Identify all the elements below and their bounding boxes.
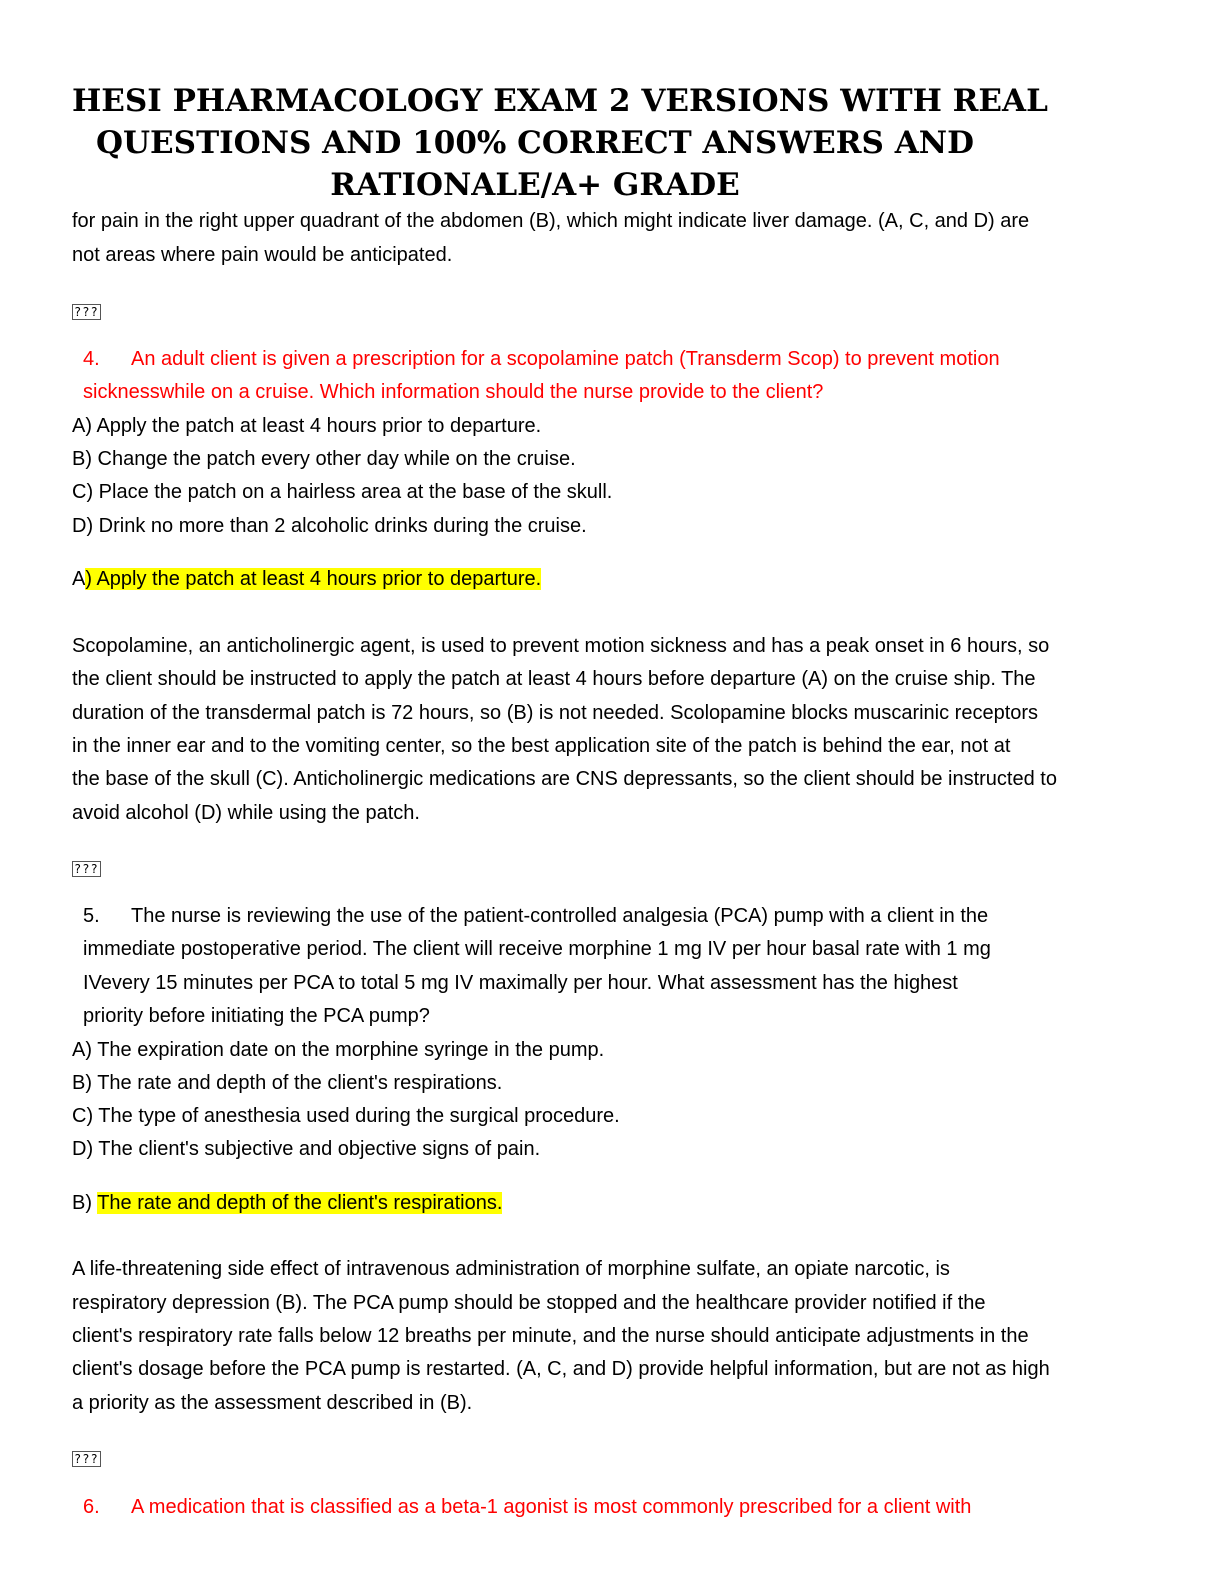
q4-answer xyxy=(72,568,541,591)
q5-rationale-line-2: respiratory depression (B). The PCA pump should be stopped and the healthcare provider notified if the xyxy=(72,1292,986,1314)
q5-answer xyxy=(72,1192,502,1215)
q4-option-c: C) Place the patch on a hairless area at the base of the skull. xyxy=(72,481,613,503)
q5-option-b: B) The rate and depth of the client's respirations. xyxy=(72,1072,503,1094)
q5-question-text-1: The nurse is reviewing the use of the patient-controlled analgesia (PCA) pump with a client in the xyxy=(131,905,989,927)
q5-option-c: C) The type of anesthesia used during the surgical procedure. xyxy=(72,1105,620,1127)
q5-rationale-line-1: A life-threatening side effect of intravenous administration of morphine sulfate, an opiate narcotic, is xyxy=(72,1258,950,1280)
q4-rationale-line-2: the client should be instructed to apply the patch at least 4 hours before departure (A) on the cruise ship. The xyxy=(72,668,1036,690)
document-title xyxy=(72,80,1052,206)
q6-number: 6. xyxy=(83,1496,100,1518)
q5-answer-letter: B) xyxy=(72,1192,98,1214)
q5-answer-highlight: The rate and depth of the client's respirations. xyxy=(97,1192,503,1214)
separator-2 xyxy=(72,856,102,879)
q4-rationale-line-5: the base of the skull (C). Anticholinergic medications are CNS depressants, so the client should be instructed to xyxy=(72,768,1057,790)
q5-question-line-2: immediate postoperative period. The client will receive morphine 1 mg IV per hour basal rate with 1 mg xyxy=(83,938,991,960)
q4-question-line-1 xyxy=(83,348,1000,371)
q4-option-d: D) Drink no more than 2 alcoholic drinks during the cruise. xyxy=(72,515,587,537)
intro-line-2: not areas where pain would be anticipated. xyxy=(72,244,453,266)
separator-3 xyxy=(72,1446,102,1469)
q5-rationale-line-5: a priority as the assessment described in (B). xyxy=(72,1392,473,1414)
q4-number: 4. xyxy=(83,348,100,370)
separator-1 xyxy=(72,299,102,322)
q4-question-text-1: An adult client is given a prescription for a scopolamine patch (Transderm Scop) to prevent motion xyxy=(131,348,1000,370)
title-line-1: HESI PHARMACOLOGY EXAM 2 VERSIONS WITH REAL xyxy=(72,83,1048,119)
q4-option-b: B) Change the patch every other day while on the cruise. xyxy=(72,448,576,470)
q4-rationale-line-1: Scopolamine, an anticholinergic agent, is used to prevent motion sickness and has a peak onset in 6 hours, so xyxy=(72,635,1050,657)
q5-option-d: D) The client's subjective and objective signs of pain. xyxy=(72,1138,541,1160)
q4-rationale-line-3: duration of the transdermal patch is 72 hours, so (B) is not needed. Scolopamine blocks muscarinic receptors xyxy=(72,702,1039,724)
q4-question-line-2: sicknesswhile on a cruise. Which information should the nurse provide to the client? xyxy=(83,381,824,403)
q4-answer-letter: A xyxy=(72,568,86,590)
q4-rationale-line-4: in the inner ear and to the vomiting center, so the best application site of the patch is behind the ear, not at xyxy=(72,735,1011,757)
intro-line-1: for pain in the right upper quadrant of the abdomen (B), which might indicate liver damage. (A, C, and D) are xyxy=(72,210,1030,232)
q5-question-line-1 xyxy=(83,905,988,928)
q5-question-line-3: IVevery 15 minutes per PCA to total 5 mg IV maximally per hour. What assessment has the highest xyxy=(83,972,958,994)
title-line-2: QUESTIONS AND 100% CORRECT ANSWERS AND xyxy=(96,125,974,161)
q5-number: 5. xyxy=(83,905,100,927)
q5-rationale-line-4: client's dosage before the PCA pump is restarted. (A, C, and D) provide helpful information, but are not as high xyxy=(72,1358,1050,1380)
q5-rationale-line-3: client's respiratory rate falls below 12 breaths per minute, and the nurse should anticipate adjustments in the xyxy=(72,1325,1029,1347)
q6-question-line-1 xyxy=(83,1496,971,1519)
title-line-3: RATIONALE/A+ GRADE xyxy=(330,167,740,203)
q4-answer-highlight: ) Apply the patch at least 4 hours prior to departure. xyxy=(85,568,542,590)
q5-question-line-4: priority before initiating the PCA pump? xyxy=(83,1005,430,1027)
q5-option-a: A) The expiration date on the morphine syringe in the pump. xyxy=(72,1039,605,1061)
q4-rationale-line-6: avoid alcohol (D) while using the patch. xyxy=(72,802,420,824)
separator-glyph: ??? xyxy=(74,1452,99,1466)
separator-glyph: ??? xyxy=(74,862,99,876)
q6-question-text-1: A medication that is classified as a beta-1 agonist is most commonly prescribed for a client with xyxy=(131,1496,972,1518)
q4-option-a: A) Apply the patch at least 4 hours prior to departure. xyxy=(72,415,542,437)
separator-glyph: ??? xyxy=(74,305,99,319)
